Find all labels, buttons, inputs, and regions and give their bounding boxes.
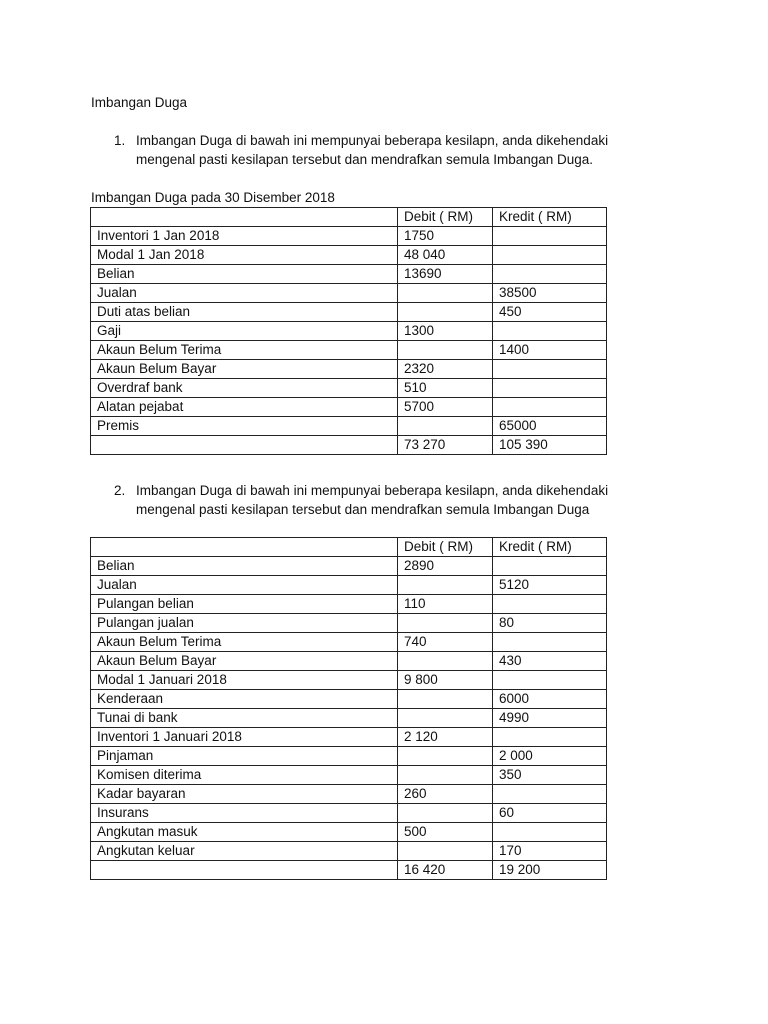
debit-cell: 510 (398, 379, 493, 398)
kredit-cell (493, 595, 607, 614)
question-2 (91, 482, 651, 519)
table-row (91, 804, 607, 823)
debit-cell: 73 270 (398, 436, 493, 455)
kredit-cell: 5120 (493, 576, 607, 595)
account-cell: Kenderaan (91, 690, 398, 709)
debit-cell: 5700 (398, 398, 493, 417)
trial-balance-table-1 (90, 207, 607, 455)
table-row (91, 284, 607, 303)
kredit-cell: 4990 (493, 709, 607, 728)
table-row (91, 246, 607, 265)
table-row (91, 614, 607, 633)
account-cell: Angkutan keluar (91, 842, 398, 861)
table-row (91, 379, 607, 398)
debit-cell: 13690 (398, 265, 493, 284)
debit-cell (398, 747, 493, 766)
kredit-cell (493, 398, 607, 417)
kredit-cell: 38500 (493, 284, 607, 303)
kredit-cell: 105 390 (493, 436, 607, 455)
table-row (91, 398, 607, 417)
table-row (91, 785, 607, 804)
question-1-text (136, 132, 651, 169)
table-row (91, 823, 607, 842)
trial-balance-table-1-body (91, 208, 607, 455)
question-1 (91, 132, 651, 169)
debit-cell (398, 576, 493, 595)
table-row (91, 227, 607, 246)
document-title: Imbangan Duga (91, 95, 188, 110)
account-cell: Pinjaman (91, 747, 398, 766)
account-cell: Komisen diterima (91, 766, 398, 785)
account-cell: Jualan (91, 576, 398, 595)
debit-cell: 9 800 (398, 671, 493, 690)
trial-balance-table-2-body (91, 538, 607, 880)
debit-cell: 110 (398, 595, 493, 614)
account-cell: Insurans (91, 804, 398, 823)
account-cell: Jualan (91, 284, 398, 303)
account-cell: Duti atas belian (91, 303, 398, 322)
debit-cell (398, 417, 493, 436)
debit-cell: 1300 (398, 322, 493, 341)
table-row (91, 436, 607, 455)
account-cell: Modal 1 Jan 2018 (91, 246, 398, 265)
question-2-line-1: Imbangan Duga di bawah ini mempunyai beberapa kesilapn, anda dikehendaki (136, 483, 609, 498)
table-row (91, 842, 607, 861)
table-row (91, 728, 607, 747)
table-row (91, 747, 607, 766)
debit-cell (398, 284, 493, 303)
table-row (91, 652, 607, 671)
trial-balance-table-2 (90, 537, 607, 880)
kredit-cell (493, 360, 607, 379)
kredit-cell: 450 (493, 303, 607, 322)
kredit-cell: 430 (493, 652, 607, 671)
table-row (91, 861, 607, 880)
kredit-cell: 6000 (493, 690, 607, 709)
debit-cell (398, 842, 493, 861)
table-1-header-kredit-cell: Kredit ( RM) (493, 208, 607, 227)
account-cell: Premis (91, 417, 398, 436)
kredit-cell: 80 (493, 614, 607, 633)
account-cell: Inventori 1 Jan 2018 (91, 227, 398, 246)
account-cell: Akaun Belum Bayar (91, 652, 398, 671)
kredit-cell (493, 728, 607, 747)
table-row (91, 709, 607, 728)
question-1-number: 1. (114, 133, 126, 148)
debit-cell (398, 804, 493, 823)
account-cell: Modal 1 Januari 2018 (91, 671, 398, 690)
table-row (91, 690, 607, 709)
kredit-cell (493, 633, 607, 652)
account-cell: Tunai di bank (91, 709, 398, 728)
table-row (91, 341, 607, 360)
table-row (91, 766, 607, 785)
table-row (91, 557, 607, 576)
debit-cell (398, 341, 493, 360)
debit-cell: 500 (398, 823, 493, 842)
table-1-header-debit-cell: Debit ( RM) (398, 208, 493, 227)
account-cell: Pulangan belian (91, 595, 398, 614)
kredit-cell (493, 785, 607, 804)
kredit-cell (493, 265, 607, 284)
debit-cell (398, 709, 493, 728)
account-cell: Pulangan jualan (91, 614, 398, 633)
account-cell (91, 436, 398, 455)
table-row (91, 633, 607, 652)
kredit-cell (493, 823, 607, 842)
kredit-cell (493, 557, 607, 576)
table-row (91, 303, 607, 322)
table-1-caption: Imbangan Duga pada 30 Disember 2018 (91, 190, 335, 205)
kredit-cell (493, 227, 607, 246)
debit-cell: 2890 (398, 557, 493, 576)
question-2-text (136, 482, 651, 519)
table-row (91, 595, 607, 614)
account-cell: Belian (91, 557, 398, 576)
debit-cell: 740 (398, 633, 493, 652)
account-cell: Kadar bayaran (91, 785, 398, 804)
debit-cell: 48 040 (398, 246, 493, 265)
debit-cell (398, 652, 493, 671)
question-1-line-2: mengenal pasti kesilapan tersebut dan mendrafkan semula Imbangan Duga. (136, 151, 594, 167)
kredit-cell (493, 246, 607, 265)
debit-cell: 16 420 (398, 861, 493, 880)
account-cell: Akaun Belum Terima (91, 341, 398, 360)
table-row (91, 322, 607, 341)
kredit-cell: 170 (493, 842, 607, 861)
debit-cell (398, 614, 493, 633)
account-cell (91, 861, 398, 880)
table-2-header-row (91, 538, 607, 557)
kredit-cell (493, 671, 607, 690)
question-1-line-1: Imbangan Duga di bawah ini mempunyai beberapa kesilapn, anda dikehendaki (136, 133, 609, 148)
table-1-header-row (91, 208, 607, 227)
debit-cell: 260 (398, 785, 493, 804)
debit-cell: 2320 (398, 360, 493, 379)
account-cell: Akaun Belum Terima (91, 633, 398, 652)
table-2-header-debit-cell: Debit ( RM) (398, 538, 493, 557)
debit-cell (398, 690, 493, 709)
account-cell: Akaun Belum Bayar (91, 360, 398, 379)
account-cell: Belian (91, 265, 398, 284)
account-cell: Inventori 1 Januari 2018 (91, 728, 398, 747)
kredit-cell: 2 000 (493, 747, 607, 766)
table-row (91, 576, 607, 595)
kredit-cell (493, 322, 607, 341)
table-row (91, 671, 607, 690)
table-row (91, 417, 607, 436)
question-2-line-2: mengenal pasti kesilapan tersebut dan mendrafkan semula Imbangan Duga (136, 501, 590, 517)
kredit-cell (493, 379, 607, 398)
table-2-header-account-cell (91, 538, 398, 557)
kredit-cell: 60 (493, 804, 607, 823)
account-cell: Overdraf bank (91, 379, 398, 398)
table-2-header-kredit-cell: Kredit ( RM) (493, 538, 607, 557)
table-row (91, 265, 607, 284)
kredit-cell: 350 (493, 766, 607, 785)
account-cell: Angkutan masuk (91, 823, 398, 842)
debit-cell (398, 303, 493, 322)
question-2-number: 2. (114, 483, 126, 498)
account-cell: Gaji (91, 322, 398, 341)
debit-cell (398, 766, 493, 785)
debit-cell: 2 120 (398, 728, 493, 747)
debit-cell: 1750 (398, 227, 493, 246)
kredit-cell: 19 200 (493, 861, 607, 880)
table-1-header-account-cell (91, 208, 398, 227)
account-cell: Alatan pejabat (91, 398, 398, 417)
kredit-cell: 65000 (493, 417, 607, 436)
table-row (91, 360, 607, 379)
kredit-cell: 1400 (493, 341, 607, 360)
